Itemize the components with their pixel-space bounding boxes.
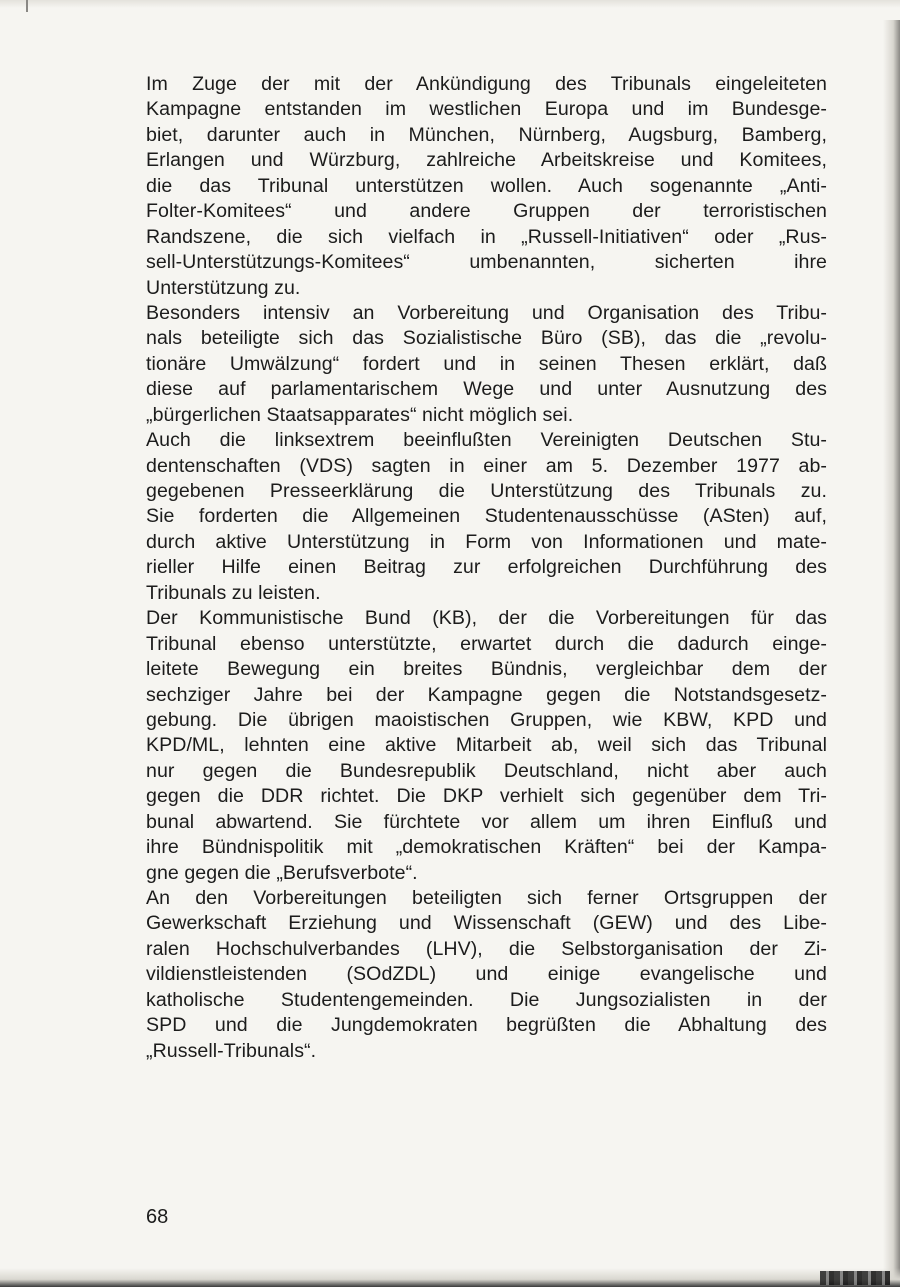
text-line: Sie forderten die Allgemeinen Studentenausschüsse (ASten) auf, [146,505,827,528]
page-top-edge [0,0,900,8]
text-line: diese auf parlamentarischem Wege und unter Ausnutzung des [146,378,827,401]
text-line: leitete Bewegung ein breites Bündnis, vergleichbar dem der [146,658,827,681]
text-line: rieller Hilfe einen Beitrag zur erfolgreichen Durchführung des [146,556,827,579]
text-line: Im Zuge der mit der Ankündigung des Tribunals eingeleiteten [146,73,827,95]
text-line: Tribunal ebenso unterstützte, erwartet durch die dadurch einge- [146,632,827,655]
page-bottom-edge [0,1268,900,1287]
text-line: KPD/ML, lehnten eine aktive Mitarbeit ab, weil sich das Tribunal [146,734,827,757]
text-line: Kampagne entstanden im westlichen Europa und im Bundesge- [146,98,827,121]
text-line: nals beteiligte sich das Sozialistische Büro (SB), das die „revolu- [146,327,827,350]
text-line: gegebenen Presseerklärung die Unterstützung des Tribunals zu. [146,480,827,502]
scan-mark [26,0,28,12]
text-line: Tribunals zu leisten. [146,581,321,604]
text-line: Unterstützung zu. [146,276,301,299]
text-line: dentenschaften (VDS) sagten in einer am 5. Dezember 1977 ab- [146,454,827,477]
scan-corner-mark [820,1271,890,1285]
text-line: die das Tribunal unterstützen wollen. Auch sogenannte „Anti- [146,174,827,197]
text-line: Gewerkschaft Erziehung und Wissenschaft (GEW) und des Libe- [146,912,827,935]
text-line: Auch die linksextrem beeinflußten Vereinigten Deutschen Stu- [146,429,827,452]
text-line: „Russell-Tribunals“. [146,1039,317,1062]
text-line: ralen Hochschulverbandes (LHV), die Selbstorganisation der Zi- [146,937,827,960]
text-line: durch aktive Unterstützung in Form von Informationen und mate- [146,530,827,553]
text-line: SPD und die Jungdemokraten begrüßten die Abhaltung des [146,1014,827,1037]
text-line: sechziger Jahre bei der Kampagne gegen die Notstandsgesetz- [146,683,827,706]
text-line: nur gegen die Bundesrepublik Deutschland, nicht aber auch [146,759,827,782]
text-line: gne gegen die „Berufsverbote“. [146,861,418,884]
text-line: Erlangen und Würzburg, zahlreiche Arbeitskreise und Komitees, [146,149,827,172]
text-line: bunal abwartend. Sie fürchtete vor allem um ihren Einfluß und [146,810,827,833]
text-line: An den Vorbereitungen beteiligten sich ferner Ortsgruppen der [146,887,827,909]
text-line: tionäre Umwälzung“ fordert und in seinen Thesen erklärt, daß [146,352,827,375]
text-line: Besonders intensiv an Vorbereitung und Organisation des Tribu- [146,301,827,324]
text-line: ihre Bündnispolitik mit „demokratischen Kräften“ bei der Kampa- [146,836,827,859]
page-number: 68 [146,1206,169,1228]
text-line: „bürgerlichen Staatsapparates“ nicht möglich sei. [146,403,574,426]
text-line: gebung. Die übrigen maoistischen Gruppen, wie KBW, KPD und [146,708,827,731]
text-line: vildienstleistenden (SOdZDL) und einige evangelische und [146,963,827,986]
text-line: biet, darunter auch in München, Nürnberg, Augsburg, Bamberg, [146,123,827,146]
text-line: sell-Unterstützungs-Komitees“ umbenannten, sicherten ihre [146,251,827,274]
text-line: Randszene, die sich vielfach in „Russell-Initiativen“ oder „Rus- [146,225,827,248]
text-line: Folter-Komitees“ und andere Gruppen der terroristischen [146,200,827,223]
text-line: katholische Studentengemeinden. Die Jungsozialisten in der [146,988,827,1011]
page-right-edge [883,20,900,1287]
text-line: Der Kommunistische Bund (KB), der die Vorbereitungen für das [146,607,827,630]
text-line: gegen die DDR richtet. Die DKP verhielt sich gegenüber dem Tri- [146,785,827,808]
body-text [146,72,827,1064]
